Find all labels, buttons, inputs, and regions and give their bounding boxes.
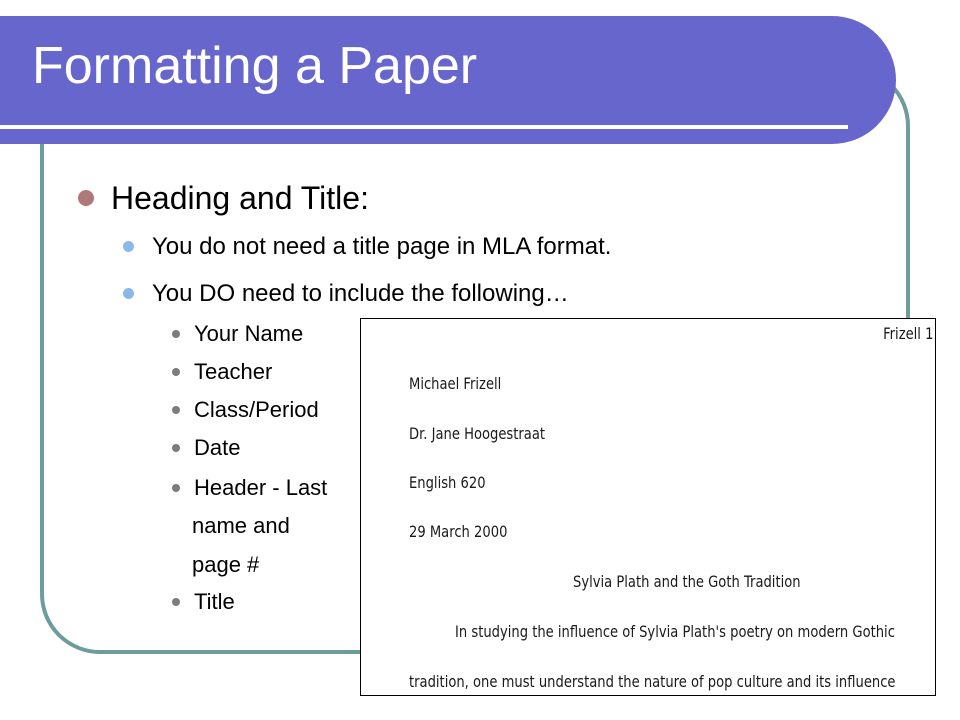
bullet-dot-icon bbox=[172, 406, 180, 414]
bullet-dot-icon bbox=[172, 368, 180, 376]
paper-body-line: tradition, one must understand the nature of pop culture and its influence bbox=[409, 672, 896, 691]
bullet-heading-and-title: Heading and Title: bbox=[111, 180, 369, 216]
slide-title: Formatting a Paper bbox=[32, 37, 478, 95]
paper-header: Frizell 1 bbox=[882, 324, 933, 343]
paper-body-line: In studying the influence of Sylvia Plath's poetry on modern Gothic bbox=[455, 622, 895, 641]
paper-teacher: Dr. Jane Hoogestraat bbox=[409, 424, 546, 443]
sub-bullet-include-following: You DO need to include the following… bbox=[152, 280, 569, 307]
item-class-period: Class/Period bbox=[194, 397, 319, 422]
item-title: Title bbox=[194, 589, 235, 614]
item-header-page-number: page # bbox=[192, 552, 260, 577]
bullet-dot-icon bbox=[172, 330, 180, 338]
paper-date: 29 March 2000 bbox=[409, 522, 508, 541]
item-your-name: Your Name bbox=[194, 321, 304, 346]
paper-name: Michael Frizell bbox=[409, 374, 502, 393]
item-header-last: Header - Last bbox=[194, 475, 328, 500]
item-date: Date bbox=[194, 435, 241, 460]
bullet-dot-icon bbox=[123, 288, 134, 299]
bullet-dot-icon bbox=[123, 241, 134, 252]
bullet-dot-icon bbox=[172, 444, 180, 452]
item-header-name-and: name and bbox=[192, 513, 290, 538]
paper-class: English 620 bbox=[409, 473, 486, 492]
title-divider bbox=[0, 125, 848, 129]
bullet-dot-icon bbox=[78, 190, 94, 206]
paper-title: Sylvia Plath and the Goth Tradition bbox=[573, 572, 801, 591]
bullet-dot-icon bbox=[172, 598, 180, 606]
sub-bullet-title-page: You do not need a title page in MLA format. bbox=[152, 233, 612, 260]
item-teacher: Teacher bbox=[194, 359, 273, 384]
sample-paper-image bbox=[360, 318, 936, 696]
bullet-dot-icon bbox=[172, 484, 180, 492]
